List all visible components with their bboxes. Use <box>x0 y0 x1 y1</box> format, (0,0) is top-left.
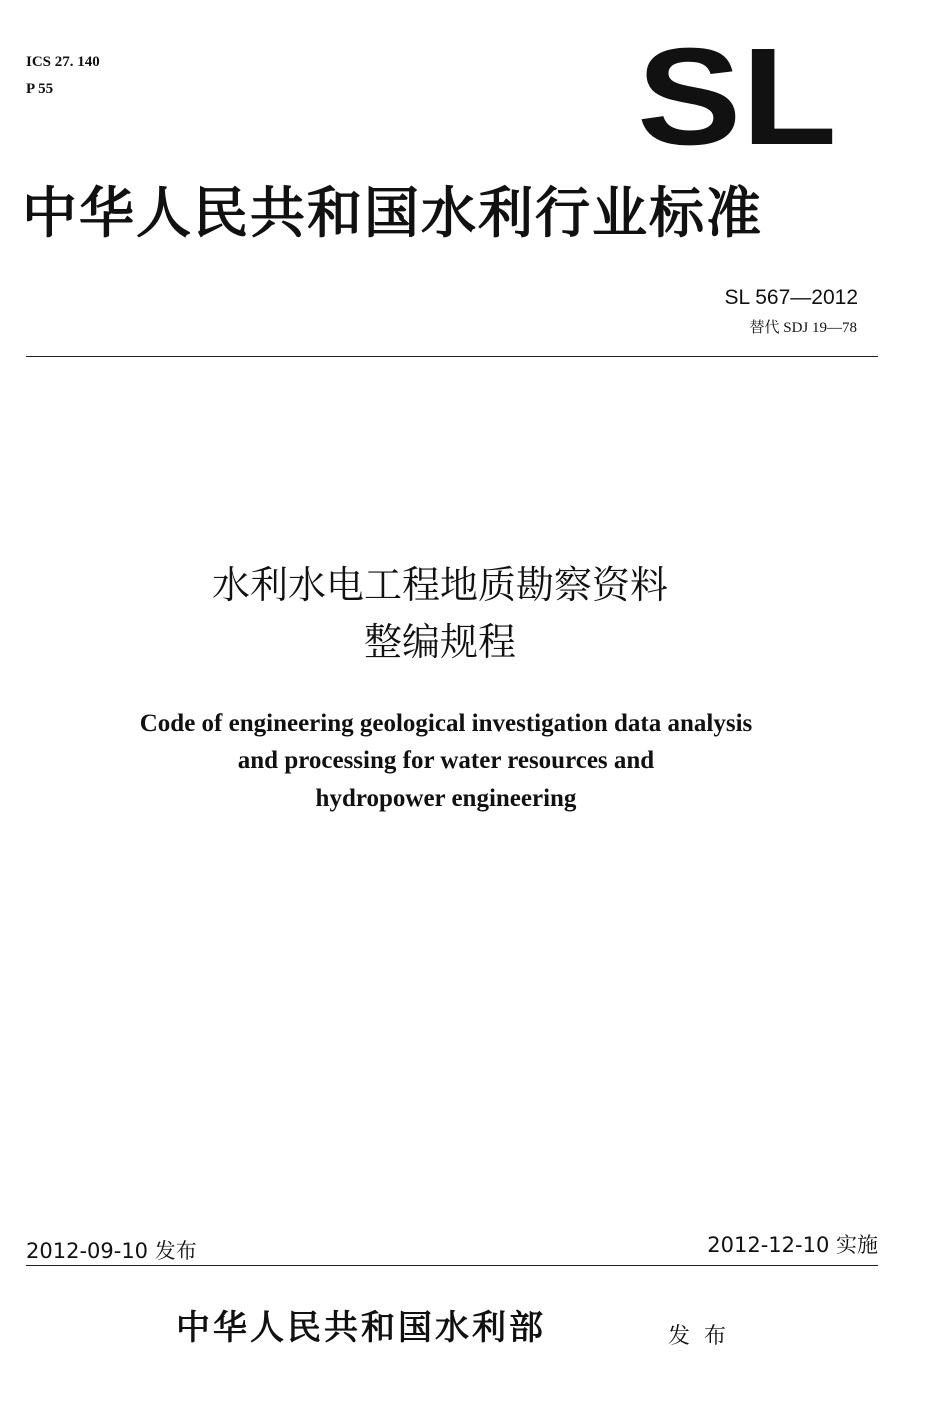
english-title-line-3: hydropower engineering <box>315 785 577 812</box>
ics-code: ICS 27. 140 <box>26 54 100 70</box>
replaces-standard: 替代 SDJ 19—78 <box>749 320 857 336</box>
english-title-line-2: and processing for water resources and <box>237 747 655 774</box>
publisher-name: 中华人民共和国水利部 <box>176 1308 546 1348</box>
english-title-line-1: Code of engineering geological investigation data analysis <box>139 710 753 737</box>
classification-code: P 55 <box>26 81 54 97</box>
bottom-divider <box>26 1265 878 1266</box>
issue-date: 2012-09-10 发布 <box>26 1239 197 1263</box>
standard-number: SL 567—2012 <box>724 286 858 309</box>
sl-logo <box>637 40 837 150</box>
publish-label: 发布 <box>668 1324 741 1349</box>
implementation-date: 2012-12-10 实施 <box>707 1233 878 1257</box>
top-divider <box>26 356 878 357</box>
chinese-title-line-1: 水利水电工程地质勘察资料 <box>211 563 668 607</box>
sl-logo-text: SL <box>637 40 837 150</box>
chinese-title-line-2: 整编规程 <box>363 620 516 664</box>
industry-standard-title: 中华人民共和国水利行业标准 <box>22 180 764 245</box>
